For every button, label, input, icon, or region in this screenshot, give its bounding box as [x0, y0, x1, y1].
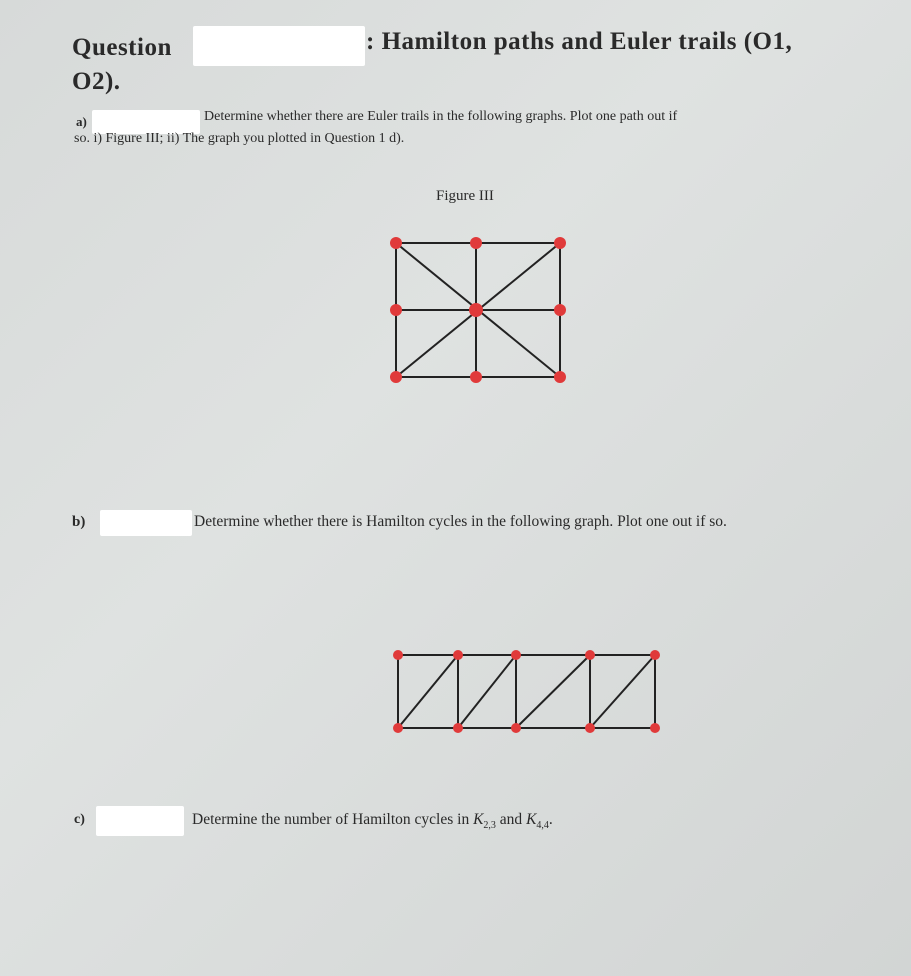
part-a-text-line2: so. i) Figure III; ii) The graph you plotted in Question 1 d).	[74, 131, 405, 146]
question-label: Question	[72, 34, 172, 61]
graph-node	[453, 723, 463, 733]
graph-node	[650, 650, 660, 660]
part-c-period: .	[548, 811, 553, 828]
graph-node	[511, 723, 521, 733]
k-symbol: K	[473, 811, 484, 828]
part-c-text	[192, 811, 553, 831]
graph-node	[511, 650, 521, 660]
and-word: and	[495, 811, 527, 828]
part-c-prefix: Determine the number of Hamilton cycles in	[192, 811, 474, 828]
ladder-nodes	[393, 650, 660, 733]
part-a-label: a)	[76, 114, 87, 129]
part-b-text: Determine whether there is Hamilton cycles in the following graph. Plot one out if so.	[194, 513, 727, 530]
part-a-text-line1: Determine whether there are Euler trails in the following graphs. Plot one path out if	[204, 109, 678, 124]
redaction-box	[96, 806, 184, 836]
graph-node	[453, 650, 463, 660]
graph-node	[585, 650, 595, 660]
part-b-label: b)	[72, 514, 86, 530]
k1-subscript: 2,3	[483, 820, 496, 832]
page-title: : Hamilton paths and Euler trails (O1,	[366, 28, 793, 55]
k-symbol: K	[526, 811, 537, 828]
figure-caption: Figure III	[436, 188, 494, 204]
graph-node	[393, 723, 403, 733]
ladder-edges	[398, 655, 655, 728]
graph-node	[393, 650, 403, 660]
graph-node	[585, 723, 595, 733]
page-title-line2: O2).	[72, 68, 121, 95]
k2-subscript: 4,4	[536, 820, 549, 832]
part-c-label: c)	[74, 812, 85, 827]
graph-node	[650, 723, 660, 733]
